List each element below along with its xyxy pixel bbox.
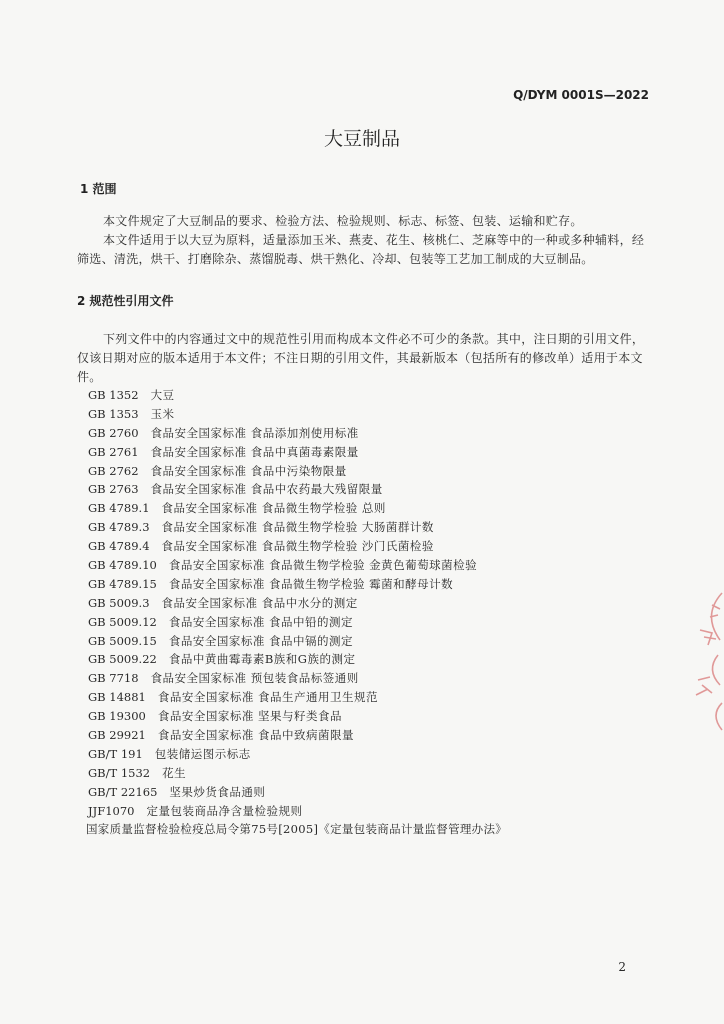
reference-item: [88, 462, 507, 481]
reference-title: 食品安全国家标准 食品添加剂使用标准: [150, 425, 359, 440]
section-2-heading: 2 规范性引用文件: [77, 294, 174, 308]
reference-item: [88, 480, 507, 499]
reference-code: GB 2760: [88, 425, 139, 440]
reference-item: [88, 405, 507, 424]
reference-note: 国家质量监督检验检疫总局令第75号[2005]《定量包装商品计量监督管理办法》: [86, 822, 508, 837]
reference-code: GB/T 191: [88, 746, 143, 761]
reference-code: GB 4789.10: [88, 558, 157, 573]
reference-code: GB 4789.3: [88, 520, 150, 535]
reference-item: [88, 669, 507, 688]
document-title: 大豆制品: [323, 128, 400, 150]
reference-code: GB 19300: [88, 709, 146, 724]
reference-title: 坚果炒货食品通则: [169, 784, 266, 799]
reference-item: [88, 386, 507, 405]
reference-code: GB 5009.22: [88, 652, 157, 667]
reference-code: GB 4789.1: [88, 501, 150, 516]
standard-code: Q/DYM 0001S—2022: [513, 88, 649, 102]
reference-item: [88, 650, 507, 669]
reference-item: [88, 499, 507, 518]
seal-stamp-fragment: [682, 585, 724, 735]
reference-item: [88, 443, 507, 462]
reference-title: 食品安全国家标准 食品微生物学检验 大肠菌群计数: [161, 520, 434, 535]
reference-item: [88, 726, 507, 745]
reference-item: [88, 613, 507, 632]
reference-title: 食品安全国家标准 食品微生物学检验 金黄色葡萄球菌检验: [168, 558, 478, 573]
reference-title: 食品中黄曲霉毒素B族和G族的测定: [168, 652, 356, 667]
reference-item: [88, 632, 507, 651]
reference-code: GB 14881: [88, 690, 146, 705]
reference-item: [88, 688, 507, 707]
reference-title: 食品安全国家标准 食品中污染物限量: [150, 463, 347, 478]
reference-item: [88, 745, 507, 764]
reference-title: 食品安全国家标准 食品中镉的测定: [168, 633, 354, 648]
reference-item: [88, 594, 507, 613]
reference-item: [88, 802, 507, 821]
reference-title: 食品安全国家标准 食品微生物学检验 沙门氏菌检验: [161, 539, 434, 554]
reference-item: [88, 783, 507, 802]
reference-title: 包装储运图示标志: [154, 746, 251, 761]
page-number: 2: [618, 960, 626, 974]
reference-code: GB/T 22165: [88, 784, 158, 799]
reference-title: 食品安全国家标准 食品中真菌毒素限量: [150, 444, 359, 459]
reference-code: GB 1352: [88, 388, 139, 402]
reference-code: GB 2763: [88, 482, 139, 497]
reference-title: 食品安全国家标准 食品中铅的测定: [168, 614, 354, 629]
section-1-body: [77, 212, 649, 269]
reference-item: [88, 764, 507, 783]
reference-code: GB 5009.3: [88, 595, 150, 610]
reference-code: GB 4789.4: [88, 539, 150, 554]
reference-code: GB/T 1532: [88, 765, 151, 780]
reference-title: 大豆: [150, 388, 175, 402]
reference-code: GB 2762: [88, 463, 139, 478]
section-2-paragraph-1: 下列文件中的内容通过文中的规范性引用而构成本文件必不可少的条款。其中，注日期的引用文件，仅该日期对应的版本适用于本文件；不注日期的引用文件，其最新版本（包括所有的修改单）适用于本文件。: [77, 332, 645, 384]
reference-item: [88, 537, 507, 556]
reference-title: 食品安全国家标准 坚果与籽类食品: [157, 709, 343, 724]
reference-code: GB 5009.15: [88, 633, 157, 648]
reference-item: [88, 424, 507, 443]
section-2-body: [77, 330, 649, 387]
section-1-paragraph-2: 本文件适用于以大豆为原料，适量添加玉米、燕麦、花生、核桃仁、芝麻等中的一种或多种辅料，经筛选、清洗，烘干、打磨除杂、蒸馏脱毒、烘干熟化、冷却、包装等工艺加工制成的大豆制品。: [77, 233, 645, 266]
reference-title: 食品安全国家标准 食品微生物学检验 霉菌和酵母计数: [168, 576, 454, 591]
reference-code: JJF1070: [88, 803, 135, 818]
reference-item: [88, 518, 507, 537]
reference-title: 食品安全国家标准 食品中水分的测定: [161, 595, 358, 610]
reference-item: [88, 707, 507, 726]
reference-title: 食品安全国家标准 食品中农药最大残留限量: [150, 482, 383, 497]
section-1-paragraph-1: 本文件规定了大豆制品的要求、检验方法、检验规则、标志、标签、包装、运输和贮存。: [103, 214, 583, 228]
reference-title: 玉米: [150, 406, 175, 421]
reference-code: GB 5009.12: [88, 614, 157, 629]
reference-code: GB 29921: [88, 728, 146, 743]
reference-title: 花生: [162, 765, 187, 780]
reference-title: 食品安全国家标准 预包装食品标签通则: [150, 671, 359, 686]
reference-title: 食品安全国家标准 食品中致病菌限量: [157, 728, 355, 743]
section-1-heading: 1 范围: [80, 182, 117, 196]
reference-title: 食品安全国家标准 食品微生物学检验 总则: [161, 501, 386, 516]
reference-item: [88, 575, 507, 594]
reference-title: 食品安全国家标准 食品生产通用卫生规范: [157, 690, 379, 705]
reference-code: GB 4789.15: [88, 576, 157, 591]
reference-code: GB 7718: [88, 671, 139, 686]
reference-code: GB 1353: [88, 406, 139, 421]
reference-item: [88, 556, 507, 575]
reference-list: [88, 386, 507, 839]
reference-code: GB 2761: [88, 444, 139, 459]
reference-title: 定量包装商品净含量检验规则: [146, 803, 303, 818]
